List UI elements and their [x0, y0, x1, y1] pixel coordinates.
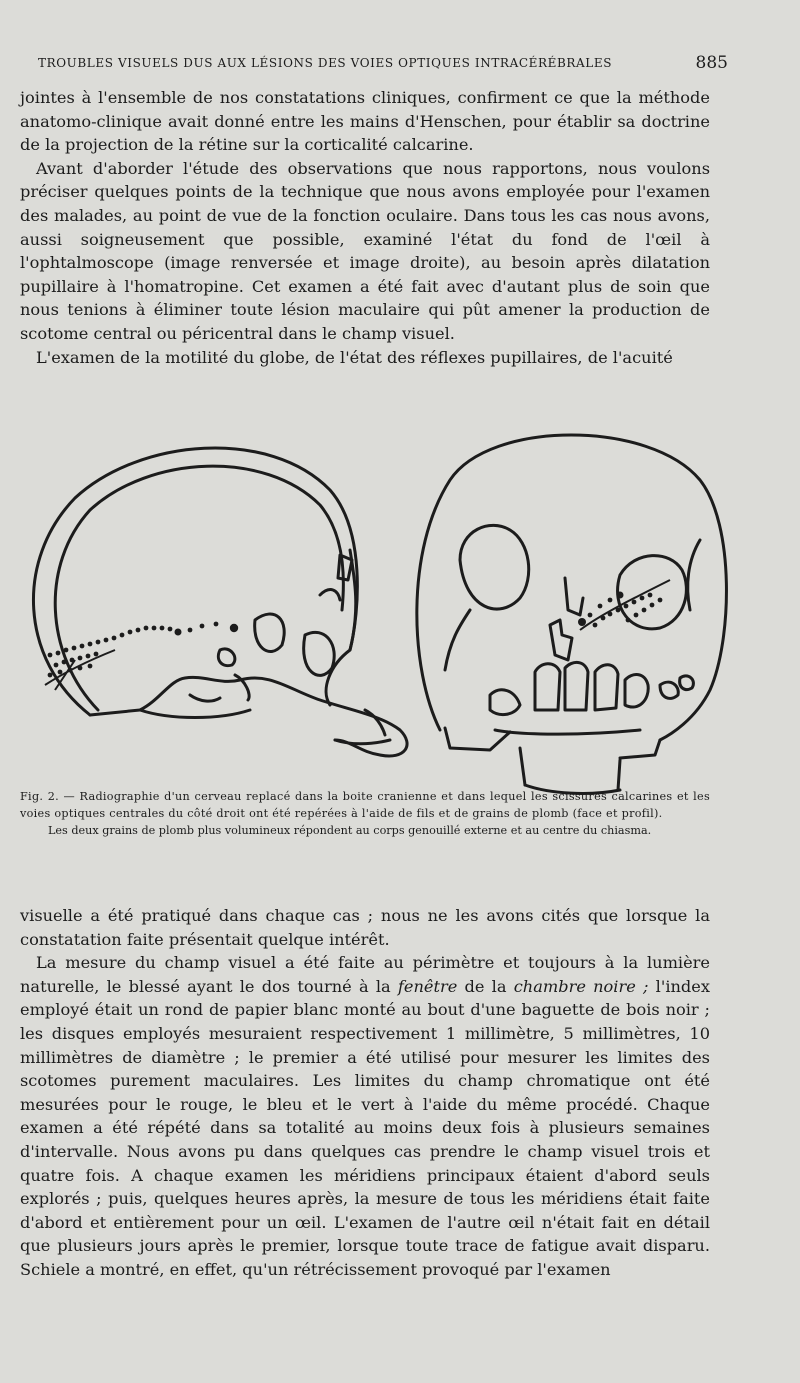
page-number: 885 [695, 53, 728, 73]
running-header [38, 53, 728, 73]
emphasis: fenêtre [397, 976, 458, 996]
caption-label: Fig. 2. — [20, 790, 75, 803]
paragraph: jointes à l'ensemble de nos constatations cliniques, confirment ce que la méthode anatomo-clinique avait donné entre les mains d'Henschen, pour établir sa doctrine de la projection de la rétine sur la corticalité calcarine. [20, 88, 710, 155]
caption-text: Radiographie d'un cerveau replacé dans la boite cranienne et dans lequel les scissures calcarines et les voies optiques centrales du côté droit ont été repérées à l'aide de fils et de grains de plomb (face et profil). [20, 790, 710, 820]
skull-front-drawing [417, 435, 727, 793]
running-title: TROUBLES VISUELS DUS AUX LÉSIONS DES VOIES OPTIQUES INTRACÉRÉBRALES [38, 56, 613, 70]
paragraph: La mesure du champ visuel a été faite au périmètre et toujours à la lumière naturelle, le blessé ayant le dos tourné à la fenêtre de la chambre noire ; l'index employé était un rond de papier blanc monté au bout d'une baguette de bois noir ; les disques employés mesuraient respectivement 1 millimètre, 5 millimètres, 10 millimètres de diamètre ; le premier a été utilisé pour mesurer les limites des scotomes purement maculaires. Les limites du champ chromatique ont été mesurées pour le rouge, le bleu et le vert à l'aide du même procédé. Chaque examen a été répété dans sa totalité au moins deux fois à plusieurs semaines d'intervalle. Nous avons pu dans quelques cas prendre le champ visuel trois et quatre fois. A chaque examen les méridiens principaux étaient d'abord seuls explorés ; puis, quelques heures après, la mesure de tous les méridiens était faite d'abord et entièrement pour un œil. L'examen de l'autre œil n'était fait en détail que plusieurs jours après le premier, lorsque toute trace de fatigue avait disparu. Schiele a montré, en effet, qu'un rétrécissement provoqué par l'examen [20, 953, 710, 1279]
body-text-bottom [20, 904, 710, 1282]
caption-note: Les deux grains de plomb plus volumineux répondent au corps genouillé externe et au centre du chiasma. [48, 824, 652, 837]
paragraph: Avant d'aborder l'étude des observations que nous rapportons, nous voulons préciser quelques points de la technique que nous avons employée pour l'examen des malades, au point de vue de la fonction oculaire. Dans tous les cas nous avons, aussi soigneusement que possible, examiné l'état du fond de l'œil à l'ophtalmoscope (image renversée et image droite), au besoin après dilatation pupillaire à l'homatropine. Cet examen a été fait avec d'autant plus de soin que nous tenions à éliminer toute lésion maculaire qui pût amener la production de scotome central ou péricentral dans le champ visuel. [20, 158, 710, 343]
skull-profile-drawing [33, 448, 407, 756]
paragraph: visuelle a été pratiqué dans chaque cas ; nous ne les avons cités que lorsque la constatation faite présentait quelque intérêt. [20, 906, 710, 949]
emphasis: chambre noire ; [513, 976, 649, 996]
body-text-top [20, 86, 710, 369]
paragraph: L'examen de la motilité du globe, de l'état des réflexes pupillaires, de l'acuité [36, 347, 673, 367]
figure-caption [20, 788, 710, 839]
radiograph-figure [20, 410, 730, 800]
